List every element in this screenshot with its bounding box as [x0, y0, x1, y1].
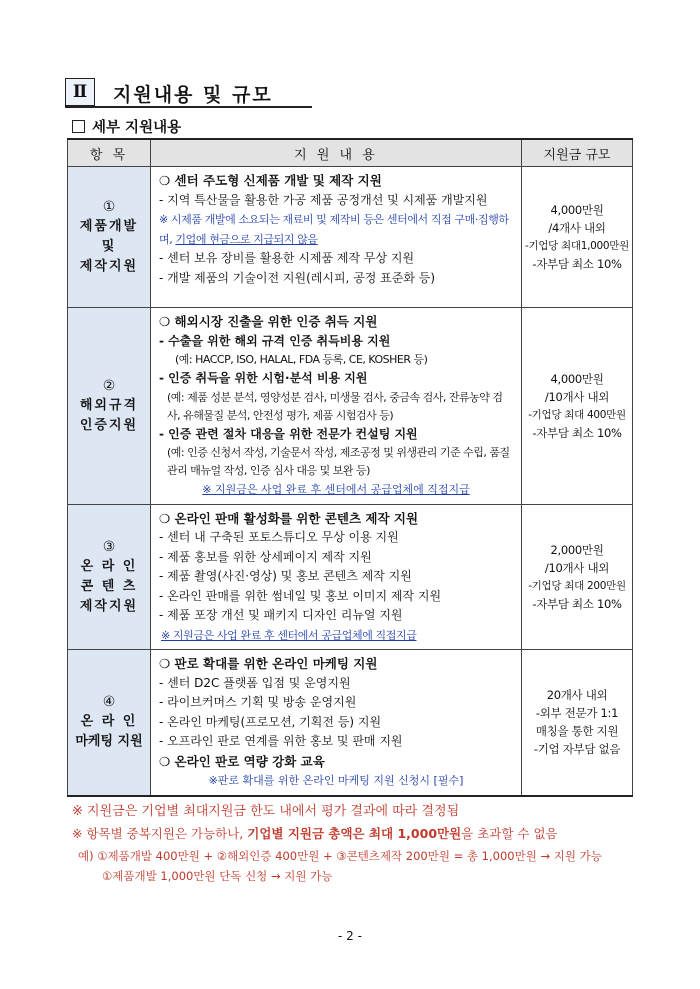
header-content: 지 원 내 용: [151, 139, 522, 167]
content-subheading: - 인증 관련 절차 대응을 위한 전문가 컨설팅 지원: [159, 426, 418, 441]
item-label: 제품개발: [79, 219, 139, 234]
item-number: ④: [102, 694, 116, 711]
content-note: [159, 210, 513, 249]
content-heading: ❍ 센터 주도형 신제품 개발 및 제작 지원: [159, 173, 382, 188]
table-row: [68, 308, 633, 505]
note-underlined: 기업에 현금으로 지급되지 않음: [175, 232, 318, 246]
content-line: - 개발 제품의 기술이전 지원(레시피, 공정 표준화 등): [159, 270, 436, 285]
content-cell: [151, 308, 522, 505]
subsection-title-text: 세부 지원내용: [92, 120, 182, 136]
item-label: 해외규격: [79, 397, 139, 413]
content-heading: ❍ 해외시장 진출을 위한 인증 취득 지원: [159, 314, 378, 329]
content-line: - 지역 특산물을 활용한 가공 제품 공정개선 및 시제품 개발지원: [159, 192, 488, 207]
content-heading: ❍ 판로 확대를 위한 온라인 마케팅 지원: [159, 656, 378, 671]
item-number: ①: [102, 199, 116, 215]
footnote-2: [72, 824, 558, 842]
content-heading: ❍ 온라인 판매 활성화를 위한 콘텐츠 제작 지원: [159, 510, 419, 526]
item-label: 온 라 인: [80, 558, 138, 574]
header-support: 지원금 규모: [522, 139, 633, 167]
content-line: - 라이브커머스 기획 및 방송 운영지원: [159, 695, 357, 709]
footnote-example-2: ①제품개발 1,000만원 단독 신청 → 지원 가능: [102, 869, 333, 883]
footnote-1: ※ 지원금은 기업별 최대지원금 한도 내에서 평가 결과에 따라 결정됨: [72, 804, 460, 819]
footnote-example-1: 예) ①제품개발 400만원 + ②해외인증 400만원 + ③콘텐츠제작 200만원 = 총 1,000만원 → 지원 가능: [78, 849, 602, 863]
content-example: (예: 인증 신청서 작성, 기술문서 작성, 제조공정 및 위생관리 기준 수립, 품질관리 매뉴얼 작성, 인증 심사 대응 및 보완 등): [167, 446, 510, 477]
content-note: [159, 480, 513, 500]
support-line: /10개사 내외: [544, 560, 610, 575]
footnote-2-text: 을 초과할 수 없음: [461, 826, 558, 841]
section-header: [65, 78, 312, 108]
item-cell: [68, 650, 151, 796]
item-cell: [68, 504, 151, 650]
content-line: - 온라인 판매를 위한 썸네일 및 홍보 이미지 제작 지원: [159, 588, 442, 603]
content-line: - 제품 포장 개선 및 패키지 디자인 리뉴얼 지원: [159, 608, 403, 622]
item-label: 마케팅 지원: [75, 734, 143, 750]
support-cell: [522, 167, 633, 308]
support-line: -기업당 최대1,000만원: [525, 240, 629, 252]
content-line: - 제품 홍보를 위한 상세페이지 제작 지원: [159, 549, 372, 564]
support-line: -기업당 최대 400만원: [528, 408, 626, 421]
footnote-2-bold: 기업별 지원금 총액은 최대 1,000만원: [247, 826, 462, 841]
support-line: 매칭을 통한 지원: [535, 724, 619, 739]
content-line: - 센터 내 구축된 포토스튜디오 무상 이용 지원: [159, 530, 399, 544]
support-line: /4개사 내외: [548, 221, 606, 235]
table-row: [68, 504, 633, 650]
content-line: - 온라인 마케팅(프로모션, 기획전 등) 지원: [159, 714, 382, 729]
content-subheading: - 수출을 위한 해외 규격 인증 취득비용 지원: [159, 333, 391, 348]
page-number: - 2 -: [338, 929, 362, 943]
support-cell: [522, 308, 633, 505]
content-cell: [151, 650, 522, 796]
support-table: [67, 138, 633, 797]
note-text: ※ 시제품 개발에 소요되는 재료비 및 제작비 등은 센터에서 직접 구매·집행하며,: [159, 213, 509, 246]
content-cell: [151, 504, 522, 650]
item-label: 콘 텐 츠: [80, 578, 138, 594]
table-row: [68, 650, 633, 796]
support-cell: [522, 504, 633, 650]
table-header-row: [68, 139, 633, 167]
content-example: (예: HACCP, ISO, HALAL, FDA 등록, CE, KOSHER 등): [175, 353, 428, 366]
item-cell: [68, 308, 151, 505]
support-line: -자부담 최소 10%: [532, 425, 622, 440]
support-line: /10개사 내외: [544, 389, 610, 404]
item-label: 및: [101, 239, 117, 254]
content-cell: [151, 167, 522, 308]
content-line: - 오프라인 판로 연계를 위한 홍보 및 판매 지원: [159, 734, 403, 748]
support-line: 20개사 내외: [546, 688, 608, 703]
content-note: [159, 626, 513, 646]
support-line: -자부담 최소 10%: [532, 257, 622, 271]
content-line: - 제품 촬영(사진·영상) 및 홍보 콘텐츠 제작 지원: [159, 569, 412, 583]
table-row: [68, 167, 633, 308]
support-line: 4,000만원: [550, 203, 604, 217]
footnote-2-text: ※ 항목별 중복지원은 가능하나,: [72, 826, 248, 841]
support-line: -외부 전문가 1:1: [535, 706, 619, 721]
support-cell: [522, 650, 633, 796]
square-bullet-icon: [72, 120, 85, 133]
content-heading: ❍ 온라인 판로 역량 강화 교육: [159, 753, 325, 769]
content-line: - 센터 D2C 플랫폼 입점 및 운영지원: [159, 675, 351, 690]
item-label: 인증지원: [79, 417, 139, 433]
item-cell: [68, 167, 151, 308]
support-line: -기업당 최대 200만원: [528, 579, 626, 592]
support-line: -기업 자부담 없음: [533, 742, 621, 757]
section-title: 지원내용 및 규모: [113, 84, 273, 106]
item-label: 제작지원: [79, 598, 139, 614]
item-number: ②: [102, 377, 116, 394]
item-label: 제작지원: [79, 259, 139, 274]
item-label: 온 라 인: [80, 714, 138, 730]
content-subheading: - 인증 취득을 위한 시험·분석 비용 지원: [159, 371, 368, 385]
item-number: ③: [102, 538, 116, 555]
section-number: Ⅱ: [65, 78, 95, 106]
support-line: 4,000만원: [550, 371, 604, 386]
support-line: 2,000만원: [550, 542, 604, 557]
note-underlined: ※ 지원금은 사업 완료 후 센터에서 공급업체에 직접지급: [202, 483, 470, 496]
note-underlined: ※ 지원금은 사업 완료 후 센터에서 공급업체에 직접지급: [161, 628, 417, 642]
support-line: -자부담 최소 10%: [532, 596, 622, 611]
subsection-title: [72, 116, 181, 137]
content-note: ※판로 확대를 위한 온라인 마케팅 지원 신청시 [필수]: [208, 774, 464, 787]
content-line: - 센터 보유 장비를 활용한 시제품 제작 무상 지원: [159, 251, 415, 265]
header-item: 항 목: [68, 139, 151, 167]
content-example: (예: 제품 성분 분석, 영양성분 검사, 미생물 검사, 중금속 검사, 잔류농약 검사, 유해물질 분석, 안전성 평가, 제품 시험검사 등): [167, 390, 503, 422]
